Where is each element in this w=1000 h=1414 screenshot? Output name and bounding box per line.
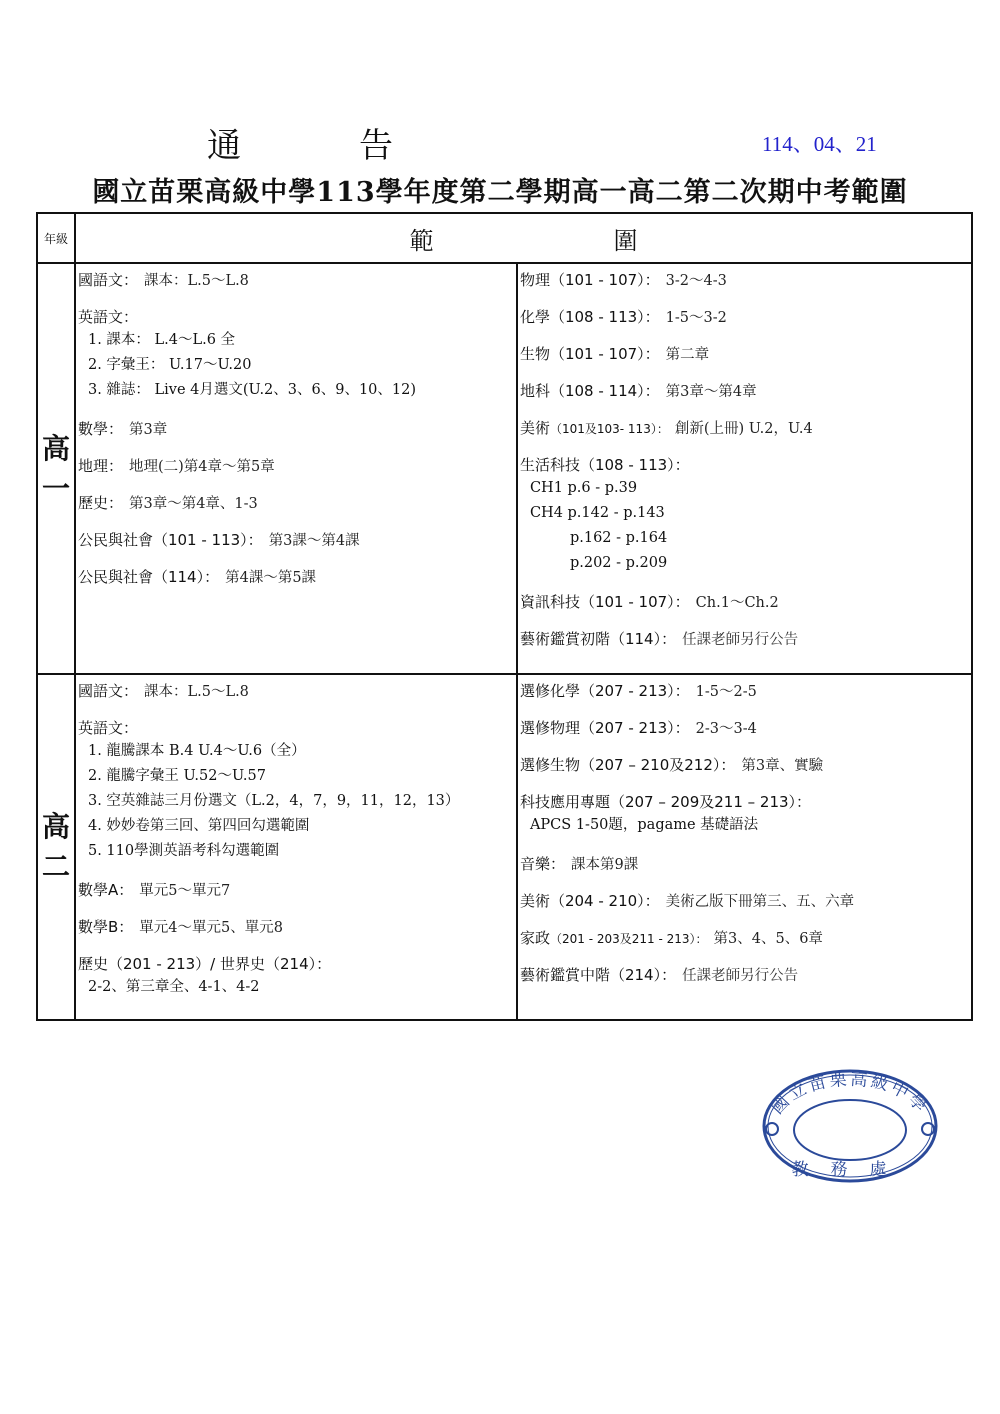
subject-range-item: 2. 龍騰字彙王 U.52～U.57 xyxy=(87,768,266,784)
subject-name: 英語文： xyxy=(77,308,138,326)
subject-name: 選修生物（207 – 210及212）： xyxy=(519,756,736,774)
subject-name: 數學B： xyxy=(77,918,134,936)
subject-range-item: 3. 雜誌： Live 4月選文(U.2、3、6、9、10、12) xyxy=(87,382,417,398)
subjects-right-column xyxy=(517,674,972,1020)
subject-entry xyxy=(78,718,516,864)
table-row-grade-10 xyxy=(37,263,972,674)
subject-range: 任課老師另行公告 xyxy=(682,632,799,648)
subject-name: 藝術鑑賞初階（114）： xyxy=(519,630,677,648)
subject-classes: （201 - 203及211 - 213）： xyxy=(549,932,708,946)
subject-name: 美術 xyxy=(519,419,550,437)
subject-name: 藝術鑑賞中階（214）： xyxy=(519,966,677,984)
subject-entry xyxy=(520,792,971,838)
subject-range: 創新(上冊) U.2，U.4 xyxy=(674,421,813,437)
subject-entry xyxy=(78,530,516,551)
subject-name: 國語文： xyxy=(77,682,138,700)
document-title: 國立苗栗高級中學113學年度第二學期高一高二第二次期中考範圍 xyxy=(92,177,908,208)
subject-range: 第3章 xyxy=(128,422,168,438)
subject-entry xyxy=(78,419,516,440)
subject-entry xyxy=(520,965,971,986)
subject-name: 國語文： xyxy=(77,271,138,289)
subjects-right-column xyxy=(517,263,972,674)
subject-range-item: 2. 字彙王： U.17～U.20 xyxy=(87,357,252,373)
notice-date: 114、04、21 xyxy=(762,132,877,156)
subject-name: 生物（101 - 107）： xyxy=(519,345,660,363)
notice-title: 通告 xyxy=(207,126,511,166)
subject-entry xyxy=(520,344,971,365)
subject-range-item: p.202 - p.209 xyxy=(569,555,668,571)
subject-range-item: 1. 龍騰課本 B.4 U.4～U.6（全） xyxy=(87,743,306,759)
seal-top-text: 國立苗栗高級中學 xyxy=(767,1069,933,1119)
subject-range: 3-2～4-3 xyxy=(665,273,727,289)
subject-range: 課本：L.5～L.8 xyxy=(143,684,249,700)
subject-name: 化學（108 - 113）： xyxy=(519,308,660,326)
svg-text:國立苗栗高級中學 xyxy=(768,1070,933,1119)
subject-name: 音樂： xyxy=(519,855,565,873)
subject-range-item: CH1 p.6 - p.39 xyxy=(529,480,638,496)
subject-range: 第3章、實驗 xyxy=(741,758,824,774)
table-row-grade-11 xyxy=(37,674,972,1020)
subject-range: 1-5～3-2 xyxy=(665,310,727,326)
subject-entry xyxy=(520,718,971,739)
subject-entry xyxy=(520,629,971,650)
subject-range: 地理(二)第4章～第5章 xyxy=(128,459,275,475)
subject-name: 歷史（201 - 213）/ 世界史（214）： xyxy=(77,955,332,973)
subject-entry xyxy=(78,270,516,291)
seal-bottom-text: 教務處 xyxy=(791,1160,909,1180)
subject-entry xyxy=(78,917,516,938)
subject-range-item: 3. 空英雜誌三月份選文（L.2，4，7，9，11，12，13） xyxy=(87,793,460,809)
subject-name: 選修化學（207 - 213）： xyxy=(519,682,690,700)
subject-range: 課本第9課 xyxy=(570,857,639,873)
subjects-left-column xyxy=(75,263,517,674)
subject-entry xyxy=(78,307,516,403)
subject-name: 美術（204 - 210）： xyxy=(519,892,660,910)
subject-entry xyxy=(520,592,971,613)
grade-label: 高一 xyxy=(37,263,75,674)
subject-name: 選修物理（207 - 213）： xyxy=(519,719,690,737)
subject-range-item: APCS 1-50題，pagame 基礎語法 xyxy=(529,817,759,833)
subject-entry xyxy=(520,307,971,328)
subject-name: 英語文： xyxy=(77,719,138,737)
subject-entry xyxy=(520,270,971,291)
subject-entry xyxy=(520,381,971,402)
subject-range: 1-5～2-5 xyxy=(695,684,757,700)
subject-range: 任課老師另行公告 xyxy=(682,968,799,984)
subject-name: 數學A： xyxy=(77,881,134,899)
subject-range-item: 4. 妙妙卷第三回、第四回勾選範圍 xyxy=(87,818,310,834)
table-header-row xyxy=(37,213,972,263)
subject-entry xyxy=(520,854,971,875)
subjects-left-column xyxy=(75,674,517,1020)
subject-range-item: CH4 p.142 - p.143 xyxy=(529,505,665,521)
subject-entry xyxy=(78,493,516,514)
subject-name: 地科（108 - 114）： xyxy=(519,382,660,400)
subject-name: 地理： xyxy=(77,457,123,475)
academic-affairs-seal xyxy=(760,1067,940,1185)
subject-range-item: 5. 110學測英語考科勾選範圍 xyxy=(87,843,280,859)
subject-name: 數學： xyxy=(77,420,123,438)
column-header-range: 範圍 xyxy=(75,213,972,263)
subject-range: 第3、4、5、6章 xyxy=(713,931,823,947)
grade-label: 高二 xyxy=(37,674,75,1020)
subject-entry xyxy=(520,681,971,702)
subject-entry xyxy=(520,891,971,912)
subject-name: 生活科技（108 - 113）： xyxy=(519,456,690,474)
subject-range: 課本：L.5～L.8 xyxy=(143,273,249,289)
subject-range: 2-3～3-4 xyxy=(695,721,757,737)
subject-entry xyxy=(520,455,971,576)
subject-range: Ch.1～Ch.2 xyxy=(695,595,779,611)
subject-entry xyxy=(78,456,516,477)
subject-range-item: 1. 課本： L.4～L.6 全 xyxy=(87,332,236,348)
subject-name: 家政 xyxy=(519,929,550,947)
subject-range: 單元4～單元5、單元8 xyxy=(139,920,283,936)
subject-range-item: 2-2、第三章全、4-1、4-2 xyxy=(87,979,260,995)
subject-name: 公民與社會（101 - 113）： xyxy=(77,531,263,549)
subject-range: 第4課～第5課 xyxy=(225,570,317,586)
subject-range: 第3章～第4章 xyxy=(665,384,757,400)
subject-entry xyxy=(520,755,971,776)
subject-entry xyxy=(78,954,516,1000)
subject-range: 美術乙版下冊第三、五、六章 xyxy=(665,894,855,910)
subject-name: 科技應用專題（207 – 209及211 – 213）： xyxy=(519,793,812,811)
subject-name: 物理（101 - 107）： xyxy=(519,271,660,289)
subject-range-item: p.162 - p.164 xyxy=(569,530,668,546)
subject-entry xyxy=(520,928,971,949)
subject-classes: （101及103- 113）： xyxy=(549,422,669,436)
subject-range: 單元5～單元7 xyxy=(139,883,231,899)
column-header-grade: 年級 xyxy=(37,213,75,263)
subject-entry xyxy=(78,880,516,901)
subject-name: 資訊科技（101 - 107）： xyxy=(519,593,690,611)
subject-range: 第3章～第4章、1-3 xyxy=(128,496,258,512)
subject-name: 公民與社會（114）： xyxy=(77,568,220,586)
subject-entry xyxy=(78,567,516,588)
subject-entry xyxy=(78,681,516,702)
subject-range: 第3課～第4課 xyxy=(268,533,360,549)
subject-entry xyxy=(520,418,971,439)
exam-range-table xyxy=(36,212,973,1021)
subject-name: 歷史： xyxy=(77,494,123,512)
subject-range: 第二章 xyxy=(665,347,710,363)
